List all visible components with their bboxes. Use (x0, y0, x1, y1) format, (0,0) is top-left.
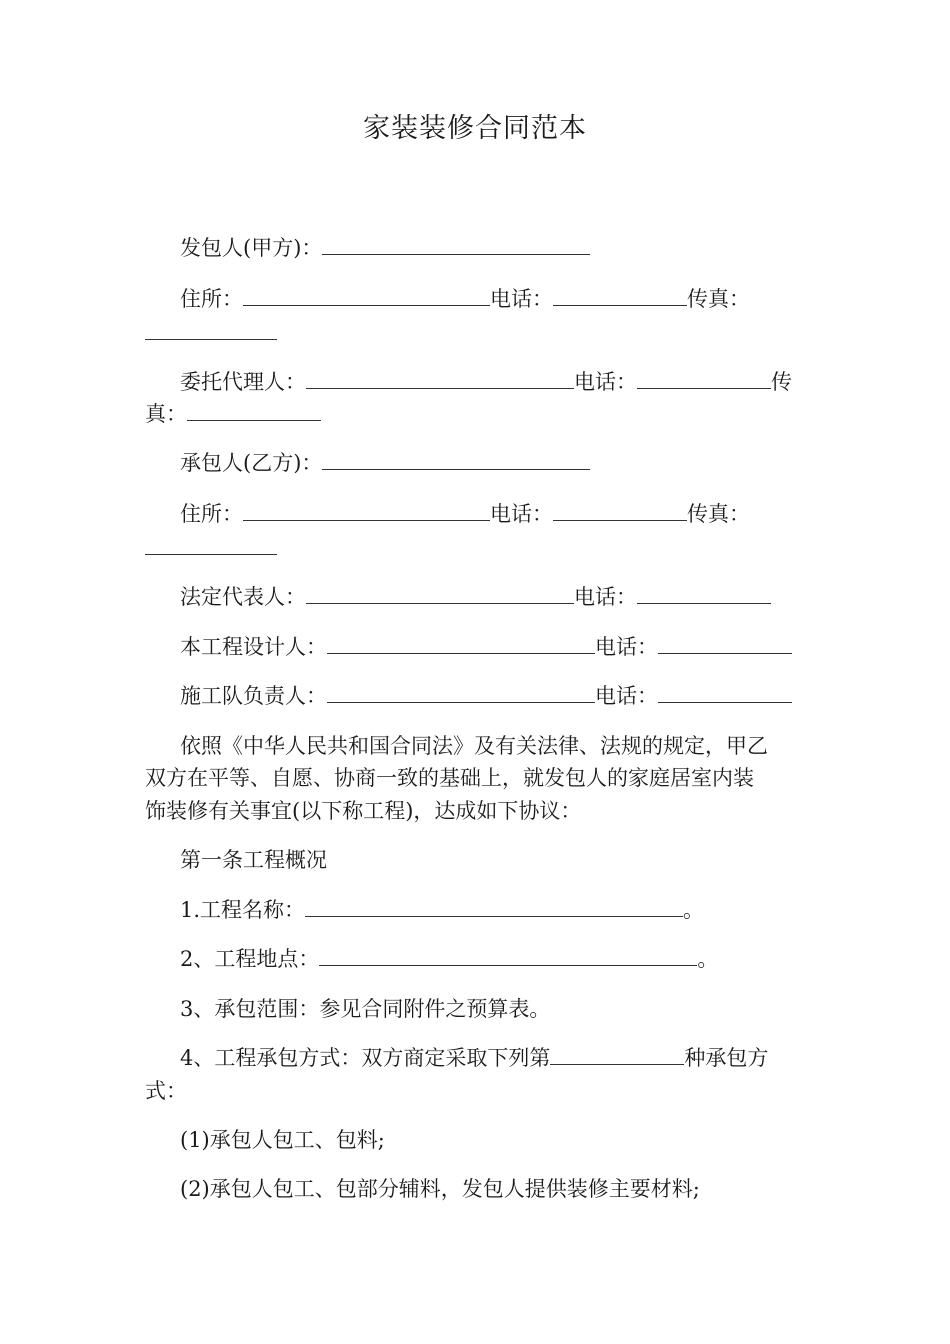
intro-line-2: 双方在平等、自愿、协商一致的基础上，就发包人的家庭居室内装 (145, 766, 754, 790)
phone-label: 电话： (490, 287, 553, 311)
party-b-phone-blank[interactable] (553, 498, 687, 521)
party-a-address-blank[interactable] (243, 283, 490, 306)
team-leader-label: 施工队负责人： (180, 684, 327, 708)
designer-phone-blank[interactable] (658, 631, 792, 654)
fax-label: 传真： (687, 287, 750, 311)
agent-line (145, 366, 845, 399)
item-2-end: 。 (697, 947, 719, 971)
agent-label: 委托代理人： (180, 370, 306, 394)
team-leader-line (145, 680, 845, 713)
address-label: 住所： (180, 287, 243, 311)
article-1-item-4-cont: 式： (145, 1079, 187, 1103)
agent-fax-label-2: 真： (145, 402, 187, 426)
article-1-heading: 第一条工程概况 (180, 848, 327, 872)
party-a-line (145, 232, 845, 265)
agent-name-blank[interactable] (306, 366, 574, 389)
project-location-label: 2、工程地点： (180, 947, 320, 971)
designer-blank[interactable] (327, 631, 595, 654)
legal-rep-blank[interactable] (306, 581, 574, 604)
address-label: 住所： (180, 502, 243, 526)
legal-rep-label: 法定代表人： (180, 585, 306, 609)
document-title: 家装装修合同范本 (363, 113, 587, 144)
contract-method-blank[interactable] (550, 1042, 684, 1065)
option-2: (2)承包人包工、包部分辅料，发包人提供装修主要材料; (180, 1177, 700, 1201)
party-b-name-blank[interactable] (322, 447, 590, 470)
item-1-end: 。 (683, 898, 705, 922)
designer-phone-label: 电话： (595, 635, 658, 659)
party-b-fax-blank[interactable] (145, 532, 277, 555)
item-4-part-2: 种承包方 (684, 1046, 769, 1070)
item-4-part-1: 4、工程承包方式：双方商定采取下列第 (180, 1046, 551, 1070)
article-1-item-1 (145, 894, 845, 927)
legal-rep-phone-label: 电话： (574, 585, 637, 609)
party-a-fax-line (145, 317, 810, 350)
phone-label: 电话： (490, 502, 553, 526)
project-name-blank[interactable] (305, 894, 683, 917)
party-a-phone-blank[interactable] (553, 283, 687, 306)
article-1-item-2 (145, 943, 845, 976)
team-leader-phone-label: 电话： (595, 684, 658, 708)
legal-rep-line (145, 581, 845, 614)
agent-phone-blank[interactable] (637, 366, 771, 389)
project-name-label: 1.工程名称： (180, 898, 306, 922)
option-1: (1)承包人包工、包料; (180, 1128, 385, 1152)
party-b-label: 承包人(乙方)： (180, 451, 323, 475)
fax-label: 传真： (687, 502, 750, 526)
designer-label: 本工程设计人： (180, 635, 327, 659)
party-a-address-line (145, 283, 845, 316)
party-b-fax-line (145, 532, 810, 565)
party-b-address-line (145, 498, 845, 531)
article-1-item-4 (145, 1042, 845, 1075)
agent-fax-label-1: 传 (771, 370, 792, 394)
article-1-item-3: 3、承包范围：参见合同附件之预算表。 (180, 997, 551, 1021)
party-b-address-blank[interactable] (243, 498, 490, 521)
party-b-line (145, 447, 845, 480)
legal-rep-phone-blank[interactable] (637, 581, 771, 604)
intro-line-1: 依照《中华人民共和国合同法》及有关法律、法规的规定，甲乙 (180, 734, 768, 758)
agent-phone-label: 电话： (574, 370, 637, 394)
party-a-fax-blank[interactable] (145, 317, 277, 340)
team-leader-phone-blank[interactable] (658, 680, 792, 703)
project-location-blank[interactable] (319, 943, 697, 966)
party-a-label: 发包人(甲方)： (180, 236, 323, 260)
intro-line-3: 饰装修有关事宜(以下称工程)，达成如下协议： (145, 799, 582, 823)
team-leader-blank[interactable] (327, 680, 595, 703)
party-a-name-blank[interactable] (322, 232, 590, 255)
agent-fax-blank[interactable] (187, 398, 321, 421)
agent-fax-line (145, 398, 810, 431)
designer-line (145, 631, 845, 664)
